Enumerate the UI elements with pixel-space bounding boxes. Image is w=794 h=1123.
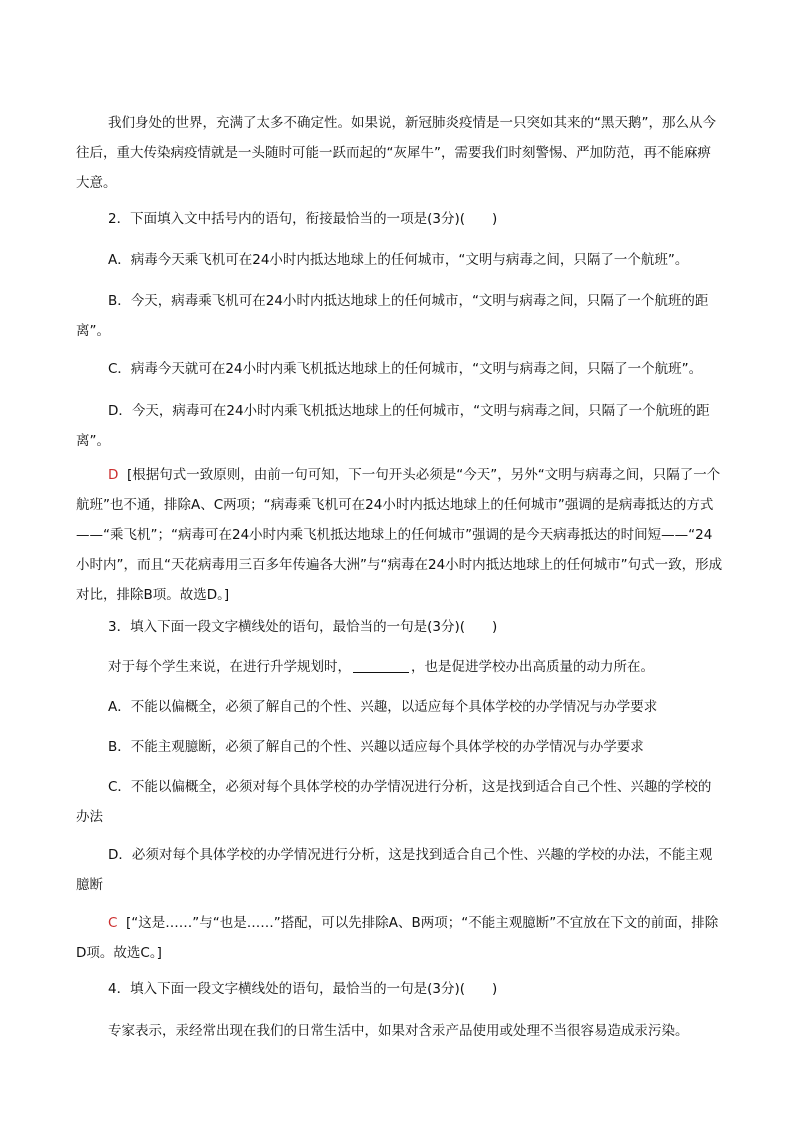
question-2-answer <box>76 460 724 610</box>
question-4-passage <box>76 1016 724 1046</box>
question-3-option-a <box>76 692 724 722</box>
passage-before-blank: 对于每个学生来说，在进行升学规划时， <box>108 659 351 675</box>
question-3-answer <box>76 908 724 968</box>
option-b-text: B．今天，病毒乘飞机可在24小时内抵达地球上的任何城市，“文明与病毒之间，只隔了一个航班的距离”。 <box>76 293 709 339</box>
question-2-option-a <box>76 245 724 275</box>
option-c-text: C．不能以偏概全，必须对每个具体学校的办学情况进行分析，这是找到适合自己个性、兴趣的学校的办法 <box>76 779 712 825</box>
option-a-text: A．病毒今天乘飞机可在24小时内抵达地球上的任何城市，“文明与病毒之间，只隔了一个航班”。 <box>108 252 689 268</box>
question-2-option-c <box>76 354 724 384</box>
question-4-text: 4．填入下面一段文字横线处的语句，最恰当的一句是(3分)( ) <box>108 981 498 997</box>
question-4-stem <box>76 974 724 1004</box>
question-2-option-d <box>76 396 724 456</box>
option-a-text: A．不能以偏概全，必须了解自己的个性、兴趣，以适应每个具体学校的办学情况与办学要求 <box>108 699 658 715</box>
intro-paragraph <box>76 108 724 198</box>
question-3-stem <box>76 612 724 642</box>
question-3-text: 3．填入下面一段文字横线处的语句，最恰当的一句是(3分)( ) <box>108 619 498 635</box>
question-2-text: 2．下面填入文中括号内的语句，衔接最恰当的一项是(3分)( ) <box>108 211 498 227</box>
passage-after-blank: ，也是促进学校办出高质量的动力所在。 <box>411 659 654 675</box>
option-c-text: C．病毒今天就可在24小时内乘飞机抵达地球上的任何城市，“文明与病毒之间，只隔了一个航班”。 <box>108 361 703 377</box>
question-2-stem <box>76 204 724 234</box>
option-d-text: D．今天，病毒可在24小时内乘飞机抵达地球上的任何城市，“文明与病毒之间，只隔了一个航班的距离”。 <box>76 403 710 449</box>
fill-in-blank <box>353 658 409 673</box>
question-2-option-b <box>76 286 724 346</box>
answer-explanation: [“这是……”与“也是……”搭配，可以先排除A、B两项；“不能主观臆断”不宜放在下文的前面，排除D项。故选C。] <box>76 915 719 961</box>
question-3-option-b <box>76 732 724 762</box>
answer-letter: C <box>108 915 118 931</box>
option-b-text: B．不能主观臆断，必须了解自己的个性、兴趣以适应每个具体学校的办学情况与办学要求 <box>108 739 644 755</box>
question-3-passage <box>76 652 724 682</box>
answer-explanation: [根据句式一致原则，由前一句可知，下一句开头必须是“今天”，另外“文明与病毒之间，只隔了一个航班”也不通，排除A、C两项；“病毒乘飞机可在24小时内抵达地球上的任何城市”强调的是病毒抵达的方式——“乘飞机”；“病毒可在24小时内乘飞机抵达地球上的任何城市”强调的是今天病毒抵达的时间短——“24小时内”，而且“天花病毒用三百多年传遍各大洲”与“病毒在24小时内抵达地球上的任何城市”句式一致，形成对比，排除B项。故选D。] <box>76 467 723 603</box>
question-3-option-d <box>76 840 724 900</box>
answer-letter: D <box>108 467 119 483</box>
option-d-text: D．必须对每个具体学校的办学情况进行分析，这是找到适合自己个性、兴趣的学校的办法，不能主观臆断 <box>76 847 713 893</box>
passage-text: 专家表示，汞经常出现在我们的日常生活中，如果对含汞产品使用或处理不当很容易造成汞污染。 <box>108 1023 689 1039</box>
question-3-option-c <box>76 772 724 832</box>
intro-text: 我们身处的世界，充满了太多不确定性。如果说，新冠肺炎疫情是一只突如其来的“黑天鹅”，那么从今往后，重大传染病疫情就是一头随时可能一跃而起的“灰犀牛”，需要我们时刻警惕、严加防范，再不能麻痹大意。 <box>76 115 716 191</box>
